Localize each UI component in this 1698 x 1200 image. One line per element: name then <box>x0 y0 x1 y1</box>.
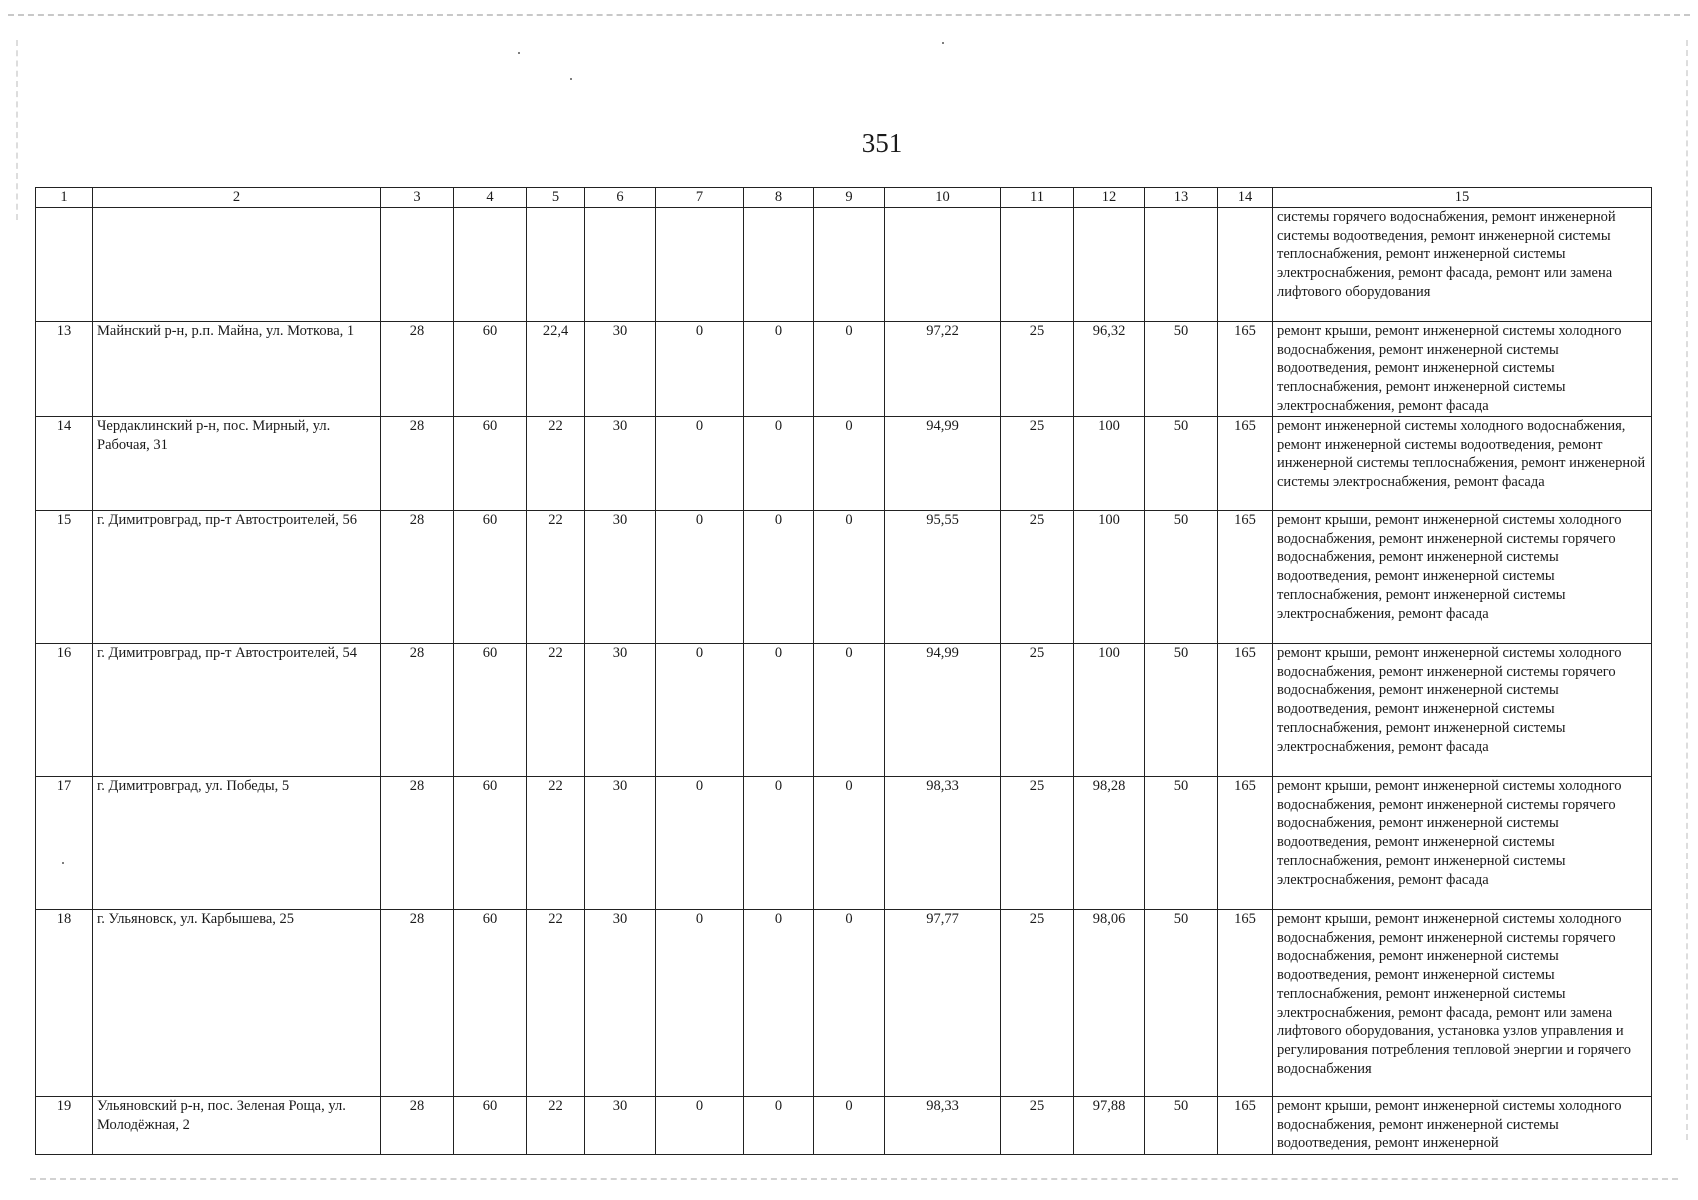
value-cell-7: 0 <box>656 322 744 417</box>
value-cell-5: 22 <box>527 910 585 1097</box>
value-cell-13: 50 <box>1145 777 1218 910</box>
value-cell-6: 30 <box>585 910 656 1097</box>
column-header: 13 <box>1145 188 1218 208</box>
continuation-row <box>36 208 1652 322</box>
address-cell: Чердаклинский р-н, пос. Мирный, ул. Рабочая, 31 <box>93 417 381 511</box>
works-cell: ремонт крыши, ремонт инженерной системы холодного водоснабжения, ремонт инженерной системы горячего водоснабжения, ремонт инженерной системы водоотведения, ремонт инженерной системы теплоснабжения, ремонт инженерной системы электроснабжения, ремонт фасада <box>1273 777 1652 910</box>
value-cell-14: 165 <box>1218 417 1273 511</box>
column-header: 2 <box>93 188 381 208</box>
address-cell: г. Димитровград, ул. Победы, 5 <box>93 777 381 910</box>
scan-speck <box>942 42 944 44</box>
value-cell-5: 22 <box>527 777 585 910</box>
scan-edge-bottom <box>30 1178 1678 1180</box>
works-cell: ремонт крыши, ремонт инженерной системы холодного водоснабжения, ремонт инженерной системы водоотведения, ремонт инженерной системы теплоснабжения, ремонт инженерной системы электроснабжения, ремонт фасада <box>1273 322 1652 417</box>
value-cell-9: 0 <box>814 644 885 777</box>
address-cell: г. Димитровград, пр-т Автостроителей, 56 <box>93 511 381 644</box>
value-cell-10: 98,33 <box>885 777 1001 910</box>
value-cell-10: 97,77 <box>885 910 1001 1097</box>
table-body <box>36 188 1652 1155</box>
value-cell-4: 60 <box>454 511 527 644</box>
value-cell-9: 0 <box>814 777 885 910</box>
row-number-cell: 15 <box>36 511 93 644</box>
value-cell-14: 165 <box>1218 511 1273 644</box>
value-cell-5: 22 <box>527 511 585 644</box>
header-row <box>36 188 1652 208</box>
scan-edge-right <box>1686 40 1688 1140</box>
value-cell-8: 0 <box>744 322 814 417</box>
value-cell-4: 60 <box>454 417 527 511</box>
row-number-cell: 14 <box>36 417 93 511</box>
row-number-cell: 16 <box>36 644 93 777</box>
value-cell-12: 97,88 <box>1074 1097 1145 1155</box>
row-number-cell: 13 <box>36 322 93 417</box>
value-cell-7: 0 <box>656 644 744 777</box>
value-cell-5: 22 <box>527 417 585 511</box>
works-cell: ремонт крыши, ремонт инженерной системы холодного водоснабжения, ремонт инженерной системы водоотведения, ремонт инженерной <box>1273 1097 1652 1155</box>
value-cell-14: 165 <box>1218 777 1273 910</box>
value-cell-12: 100 <box>1074 417 1145 511</box>
value-cell-3: 28 <box>381 511 454 644</box>
scan-speck <box>518 52 520 54</box>
value-cell-6: 30 <box>585 777 656 910</box>
value-cell-12: 98,28 <box>1074 777 1145 910</box>
value-cell-7: 0 <box>656 417 744 511</box>
works-cell: системы горячего водоснабжения, ремонт инженерной системы водоотведения, ремонт инженерной системы теплоснабжения, ремонт инженерной системы электроснабжения, ремонт фасада, ремонт или замена лифтового оборудования <box>1273 208 1652 322</box>
value-cell-13: 50 <box>1145 1097 1218 1155</box>
table-row <box>36 1097 1652 1155</box>
value-cell-5: 22,4 <box>527 322 585 417</box>
repair-table <box>35 187 1652 1155</box>
value-cell-6: 30 <box>585 1097 656 1155</box>
value-cell-3: 28 <box>381 417 454 511</box>
value-cell-4: 60 <box>454 322 527 417</box>
value-cell-4: 60 <box>454 644 527 777</box>
value-cell-9: 0 <box>814 1097 885 1155</box>
column-header: 12 <box>1074 188 1145 208</box>
table-row <box>36 417 1652 511</box>
scan-speck <box>570 78 572 80</box>
value-cell-8: 0 <box>744 777 814 910</box>
value-cell-6: 30 <box>585 644 656 777</box>
value-cell-3: 28 <box>381 644 454 777</box>
value-cell-14: 165 <box>1218 644 1273 777</box>
value-cell-3: 28 <box>381 777 454 910</box>
value-cell-9: 0 <box>814 417 885 511</box>
works-cell: ремонт крыши, ремонт инженерной системы холодного водоснабжения, ремонт инженерной системы горячего водоснабжения, ремонт инженерной системы водоотведения, ремонт инженерной системы теплоснабжения, ремонт инженерной системы электроснабжения, ремонт фасада <box>1273 511 1652 644</box>
address-cell: г. Ульяновск, ул. Карбышева, 25 <box>93 910 381 1097</box>
column-header: 3 <box>381 188 454 208</box>
table-row <box>36 511 1652 644</box>
column-header: 8 <box>744 188 814 208</box>
table-row <box>36 322 1652 417</box>
column-header: 6 <box>585 188 656 208</box>
page-number: 351 <box>861 128 903 158</box>
value-cell-10: 94,99 <box>885 417 1001 511</box>
value-cell-8: 0 <box>744 910 814 1097</box>
table-row <box>36 777 1652 910</box>
value-cell-6: 30 <box>585 511 656 644</box>
scan-edge-top <box>8 14 1690 16</box>
works-cell: ремонт крыши, ремонт инженерной системы холодного водоснабжения, ремонт инженерной системы горячего водоснабжения, ремонт инженерной системы водоотведения, ремонт инженерной системы теплоснабжения, ремонт инженерной системы электроснабжения, ремонт фасада <box>1273 644 1652 777</box>
value-cell-12: 98,06 <box>1074 910 1145 1097</box>
value-cell-13: 50 <box>1145 417 1218 511</box>
value-cell-6: 30 <box>585 322 656 417</box>
row-number-cell: 19 <box>36 1097 93 1155</box>
value-cell-14: 165 <box>1218 910 1273 1097</box>
value-cell-8: 0 <box>744 511 814 644</box>
value-cell-3: 28 <box>381 1097 454 1155</box>
table-row <box>36 910 1652 1097</box>
address-cell: Ульяновский р-н, пос. Зеленая Роща, ул. Молодёжная, 2 <box>93 1097 381 1155</box>
value-cell-12: 96,32 <box>1074 322 1145 417</box>
column-header: 14 <box>1218 188 1273 208</box>
row-number-cell: 17 <box>36 777 93 910</box>
value-cell-13: 50 <box>1145 322 1218 417</box>
value-cell-11: 25 <box>1001 644 1074 777</box>
column-header: 9 <box>814 188 885 208</box>
column-header: 15 <box>1273 188 1652 208</box>
value-cell-8: 0 <box>744 644 814 777</box>
row-number-cell: 18 <box>36 910 93 1097</box>
value-cell-11: 25 <box>1001 1097 1074 1155</box>
value-cell-13: 50 <box>1145 910 1218 1097</box>
value-cell-11: 25 <box>1001 910 1074 1097</box>
value-cell-9: 0 <box>814 322 885 417</box>
value-cell-11: 25 <box>1001 511 1074 644</box>
value-cell-3: 28 <box>381 322 454 417</box>
works-cell: ремонт крыши, ремонт инженерной системы холодного водоснабжения, ремонт инженерной системы горячего водоснабжения, ремонт инженерной системы водоотведения, ремонт инженерной системы теплоснабжения, ремонт инженерной системы электроснабжения, ремонт фасада, ремонт или замена лифтового оборудования, установка узлов управления и регулирования потребления тепловой энергии и горячего водоснабжения <box>1273 910 1652 1097</box>
value-cell-10: 95,55 <box>885 511 1001 644</box>
value-cell-14: 165 <box>1218 1097 1273 1155</box>
column-header: 7 <box>656 188 744 208</box>
value-cell-4: 60 <box>454 1097 527 1155</box>
value-cell-10: 98,33 <box>885 1097 1001 1155</box>
value-cell-7: 0 <box>656 1097 744 1155</box>
value-cell-3: 28 <box>381 910 454 1097</box>
value-cell-4: 60 <box>454 910 527 1097</box>
value-cell-7: 0 <box>656 777 744 910</box>
table-row <box>36 644 1652 777</box>
value-cell-7: 0 <box>656 511 744 644</box>
column-header: 5 <box>527 188 585 208</box>
value-cell-11: 25 <box>1001 322 1074 417</box>
address-cell: Майнский р-н, р.п. Майна, ул. Моткова, 1 <box>93 322 381 417</box>
column-header: 4 <box>454 188 527 208</box>
value-cell-5: 22 <box>527 1097 585 1155</box>
column-header: 11 <box>1001 188 1074 208</box>
value-cell-14: 165 <box>1218 322 1273 417</box>
works-cell: ремонт инженерной системы холодного водоснабжения, ремонт инженерной системы водоотведения, ремонт инженерной системы теплоснабжения, ремонт инженерной системы электроснабжения, ремонт фасада <box>1273 417 1652 511</box>
value-cell-9: 0 <box>814 910 885 1097</box>
value-cell-9: 0 <box>814 511 885 644</box>
value-cell-10: 94,99 <box>885 644 1001 777</box>
value-cell-11: 25 <box>1001 777 1074 910</box>
column-header: 10 <box>885 188 1001 208</box>
value-cell-8: 0 <box>744 1097 814 1155</box>
value-cell-12: 100 <box>1074 511 1145 644</box>
value-cell-12: 100 <box>1074 644 1145 777</box>
value-cell-13: 50 <box>1145 644 1218 777</box>
value-cell-6: 30 <box>585 417 656 511</box>
value-cell-11: 25 <box>1001 417 1074 511</box>
value-cell-5: 22 <box>527 644 585 777</box>
column-header: 1 <box>36 188 93 208</box>
value-cell-13: 50 <box>1145 511 1218 644</box>
value-cell-4: 60 <box>454 777 527 910</box>
value-cell-10: 97,22 <box>885 322 1001 417</box>
value-cell-7: 0 <box>656 910 744 1097</box>
address-cell: г. Димитровград, пр-т Автостроителей, 54 <box>93 644 381 777</box>
value-cell-8: 0 <box>744 417 814 511</box>
